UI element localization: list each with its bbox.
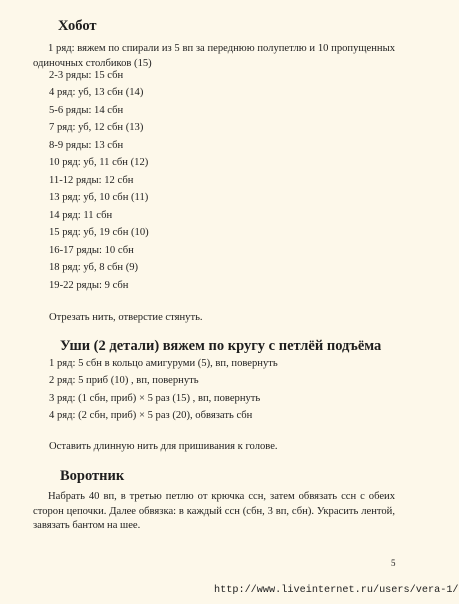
trunk-row: 8-9 ряды: 13 сбн bbox=[49, 140, 124, 151]
trunk-row: 5-6 ряды: 14 сбн bbox=[49, 105, 124, 116]
trunk-row: 15 ряд: уб, 19 сбн (10) bbox=[49, 227, 149, 238]
ears-row: 4 ряд: (2 сбн, приб) × 5 раз (20), обвязать сбн bbox=[49, 410, 253, 421]
trunk-row: 18 ряд: уб, 8 сбн (9) bbox=[49, 262, 139, 273]
section-title-trunk: Хобот bbox=[58, 18, 97, 34]
page-number: 5 bbox=[391, 558, 396, 568]
ears-row: 1 ряд: 5 сбн в кольцо амигуруми (5), вп, повернуть bbox=[49, 358, 278, 369]
collar-text: Набрать 40 вп, в третью петлю от крючка ссн, затем обвязать ссн с обеих сторон цепочки. Далее обвязка: в каждый ссн (сбн, 3 вп, сбн). Украсить лентой, завязать бантом на шее. bbox=[33, 491, 395, 531]
section-title-collar: Воротник bbox=[60, 468, 125, 484]
trunk-row: 16-17 ряды: 10 сбн bbox=[49, 245, 134, 256]
trunk-row: 19-22 ряды: 9 сбн bbox=[49, 280, 129, 291]
trunk-note: Отрезать нить, отверстие стянуть. bbox=[49, 312, 203, 323]
source-url-link[interactable]: http://www.liveinternet.ru/users/vera-1/ bbox=[214, 585, 459, 596]
section-title-ears: Уши (2 детали) вяжем по кругу с петлёй подъёма bbox=[60, 338, 382, 354]
ears-row: 3 ряд: (1 сбн, приб) × 5 раз (15) , вп, повернуть bbox=[49, 393, 261, 404]
trunk-row: 13 ряд: уб, 10 сбн (11) bbox=[49, 192, 149, 203]
trunk-row-1: 1 ряд: вяжем по спирали из 5 вп за переднюю полупетлю и 10 пропущенных одиночных столбиков (15) bbox=[33, 43, 395, 69]
trunk-row: 10 ряд: уб, 11 сбн (12) bbox=[49, 157, 149, 168]
trunk-row: 2-3 ряды: 15 сбн bbox=[49, 70, 124, 81]
trunk-row: 4 ряд: уб, 13 сбн (14) bbox=[49, 87, 144, 98]
ears-note: Оставить длинную нить для пришивания к голове. bbox=[49, 441, 278, 452]
trunk-row: 7 ряд: уб, 12 сбн (13) bbox=[49, 122, 144, 133]
ears-row: 2 ряд: 5 приб (10) , вп, повернуть bbox=[49, 375, 199, 386]
trunk-row: 11-12 ряды: 12 сбн bbox=[49, 175, 134, 186]
trunk-row: 14 ряд: 11 сбн bbox=[49, 210, 113, 221]
